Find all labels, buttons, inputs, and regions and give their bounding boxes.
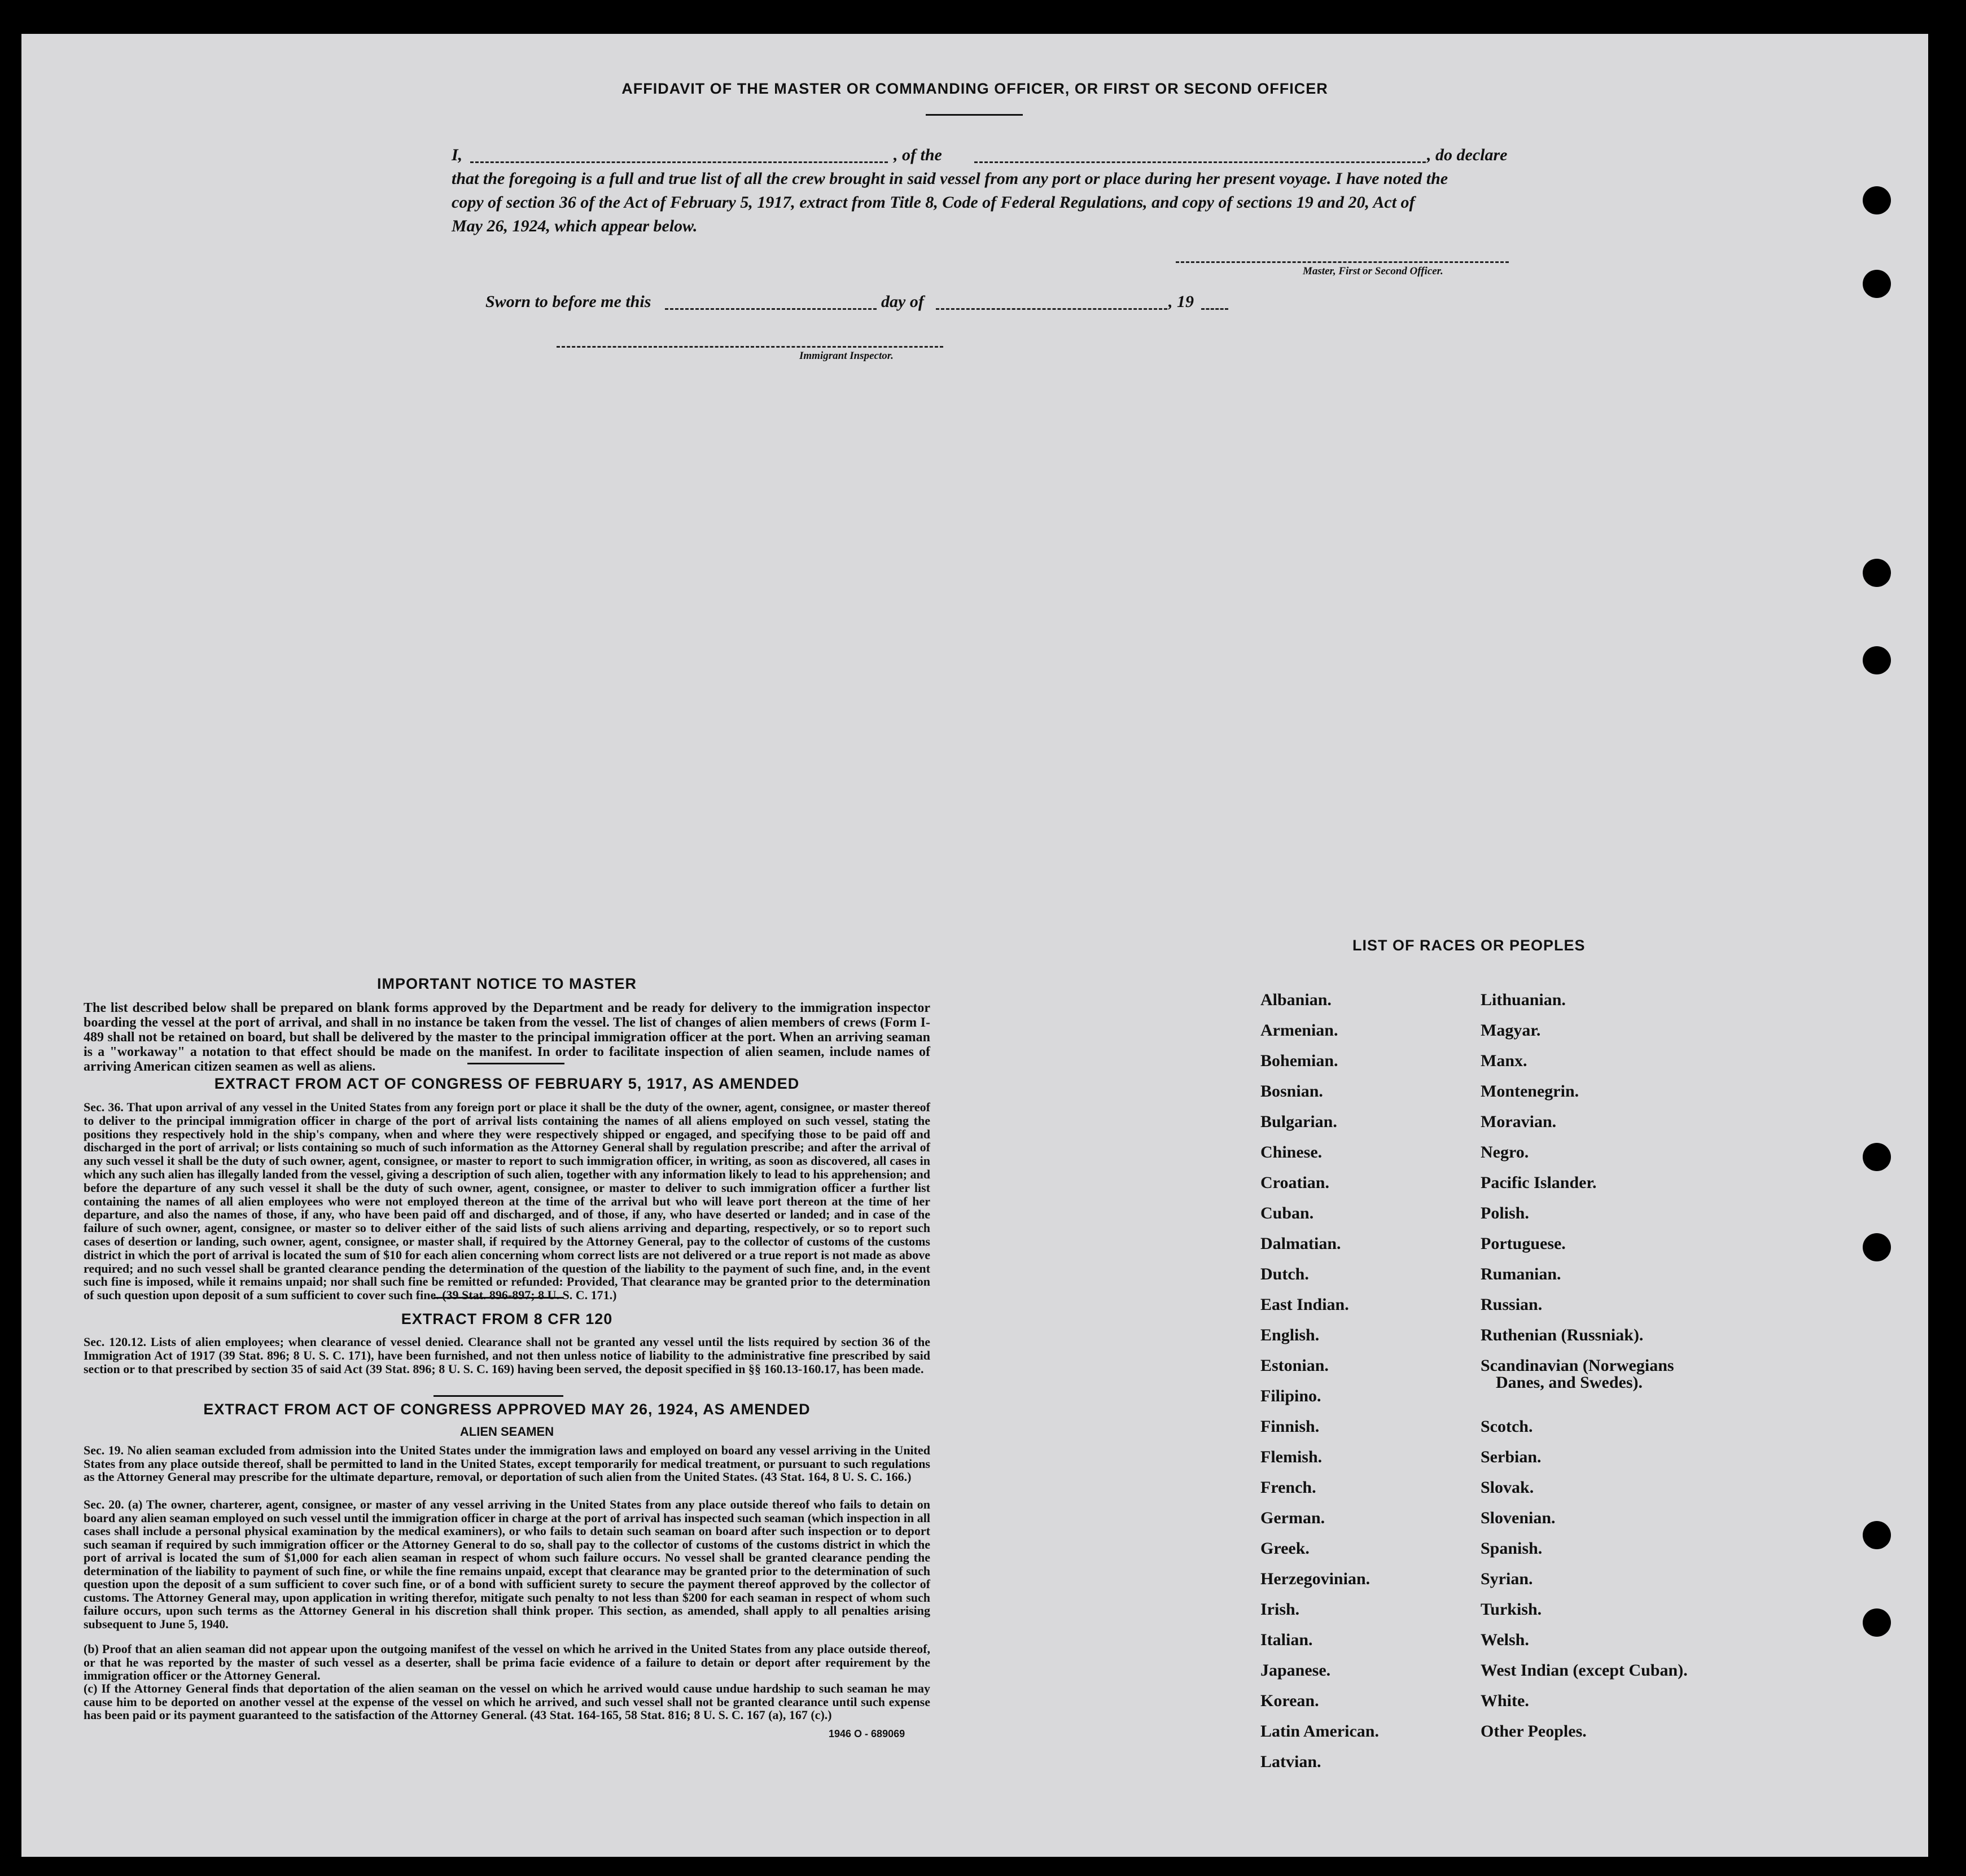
race-item: Bohemian. bbox=[1260, 1051, 1338, 1070]
race-item: Korean. bbox=[1260, 1691, 1319, 1710]
race-item: Moravian. bbox=[1481, 1112, 1557, 1131]
race-item: German. bbox=[1260, 1509, 1325, 1527]
race-item: Manx. bbox=[1481, 1051, 1527, 1070]
race-item: Finnish. bbox=[1260, 1417, 1320, 1436]
race-item: Slovenian. bbox=[1481, 1509, 1556, 1527]
race-item: Spanish. bbox=[1481, 1539, 1543, 1558]
race-item: Russian. bbox=[1481, 1295, 1543, 1314]
affidavit-of-the: , of the bbox=[894, 146, 942, 164]
vessel-blank bbox=[974, 161, 1426, 163]
affidavit-title: AFFIDAVIT OF THE MASTER OR COMMANDING OFFICER, OR FIRST OR SECOND OFFICER bbox=[621, 80, 1328, 97]
race-item: Croatian. bbox=[1260, 1173, 1329, 1192]
race-item: Rumanian. bbox=[1481, 1265, 1561, 1283]
affidavit-line-2: that the foregoing is a full and true list of all the crew brought in said vessel from any port or place during her present voyage. I have noted the bbox=[452, 169, 1448, 188]
race-item: Dutch. bbox=[1260, 1265, 1309, 1283]
affidavit-i: I, bbox=[452, 146, 463, 164]
race-item: Dalmatian. bbox=[1260, 1234, 1341, 1253]
inspector-signature-line bbox=[557, 346, 943, 348]
race-item: West Indian (except Cuban). bbox=[1481, 1661, 1688, 1680]
sworn-month-blank bbox=[936, 308, 1167, 310]
notice-title: IMPORTANT NOTICE TO MASTER bbox=[377, 975, 637, 992]
race-item: English. bbox=[1260, 1326, 1320, 1344]
race-item: Slovak. bbox=[1481, 1478, 1534, 1497]
punch-hole bbox=[1863, 1143, 1891, 1171]
race-item: Estonian. bbox=[1260, 1356, 1329, 1375]
affidavit-line-4: May 26, 1924, which appear below. bbox=[452, 217, 698, 235]
extract-1924-subtitle: ALIEN SEAMEN bbox=[459, 1424, 554, 1439]
race-item: Latvian. bbox=[1260, 1752, 1321, 1771]
race-item: Herzegovinian. bbox=[1260, 1570, 1370, 1588]
notice-body: The list described below shall be prepared on blank forms approved by the Department and be ready for delivery to the immigration inspector boarding the vessel at the port of arrival, and shall in no instance be taken from the vessel. The list of changes of alien members of crews (Form I-489 shall not be retained on board, but shall be delivered by the master to the principal immigration officer at the port. When an arriving seaman is a "workaway" a notation to that effect should be made on the manifest. In order to facilitate inspection of alien seamen, include names of arriving American citizen seamen as well as aliens. bbox=[84, 1001, 930, 1074]
race-item: Pacific Islander. bbox=[1481, 1173, 1597, 1192]
race-item: Flemish. bbox=[1260, 1448, 1323, 1466]
punch-hole bbox=[1863, 559, 1891, 587]
race-item: Chinese. bbox=[1260, 1143, 1323, 1161]
race-item: East Indian. bbox=[1260, 1295, 1349, 1314]
master-signature-line bbox=[1176, 261, 1509, 263]
extract-1924-sec20c: (c) If the Attorney General finds that deportation of the alien seaman on the vessel on which he arrived would cause undue hardship to such seaman he may cause him to be deported on another vessel at the expense of the vessel on which he arrived, and such vessel shall not be granted clearance until such expense has been paid or its payment guaranteed to the satisfaction of the Attorney General. (43 Stat. 164-165, 58 Stat. 816; 8 U. S. C. 167 (a), 167 (c).) bbox=[84, 1681, 930, 1722]
race-item: Montenegrin. bbox=[1481, 1082, 1579, 1101]
race-item: Albanian. bbox=[1260, 990, 1332, 1009]
sworn-year-blank bbox=[1201, 308, 1228, 310]
extract-cfr-body: Sec. 120.12. Lists of alien employees; when clearance of vessel denied. Clearance shall not be granted any vessel until the lists required by section 36 of the Immigration Act of 1917 (39 Stat. 896; 8 U. S. C. 171), have been furnished, and not then unless notice of liability to the administrative fine prescribed by said section or to that prescribed by section 35 of said Act (39 Stat. 896; 8 U. S. C. 169) having been served, the deposit specified in §§ 160.13-160.17, has been made. bbox=[84, 1335, 930, 1376]
title-underline bbox=[926, 114, 1023, 116]
punch-hole bbox=[1863, 646, 1891, 674]
punch-hole bbox=[1863, 186, 1891, 214]
race-item: Syrian. bbox=[1481, 1570, 1533, 1588]
master-signature-caption: Master, First or Second Officer. bbox=[1303, 265, 1443, 277]
race-item: French. bbox=[1260, 1478, 1316, 1497]
race-item: Negro. bbox=[1481, 1143, 1529, 1161]
punch-hole bbox=[1863, 1521, 1891, 1549]
name-blank bbox=[470, 161, 888, 163]
extract-1924-sec20a: Sec. 20. (a) The owner, charterer, agent, consignee, or master of any vessel arriving in the United States from any place outside thereof who fails to detain on board any alien seaman employed on such vessel until the immigration officer in charge at the port of arrival has inspected such seaman (which inspection in all cases shall include a personal physical examination by the medical examiners), or who fails to detain such seaman on board after such inspection or to deport such seaman if required by such immigration officer or the Attorney General to do so, shall pay to the collector of customs of the customs district in which the port of arrival is located the sum of $1,000 for each alien seaman in respect of whom such failure occurs. No vessel shall be granted clearance pending the determination of the liability to payment of such fine, or while the fine remains unpaid, except that clearance may be granted prior to the determination of such question upon the deposit of a sum sufficient to cover such fine, or of a bond with sufficient surety to secure the payment thereof approved by the collector of customs. The Attorney General may, upon application in writing therefor, mitigate such penalty to not less than $200 for each seaman in respect of whom such failure occurs, upon such terms as the Attorney General in his discretion shall think proper. This section, as amended, shall apply to all penalties arising subsequent to June 5, 1940. bbox=[84, 1497, 930, 1631]
race-item: Polish. bbox=[1481, 1204, 1529, 1222]
race-item: Greek. bbox=[1260, 1539, 1310, 1558]
punch-hole bbox=[1863, 1233, 1891, 1261]
notice-divider bbox=[467, 1063, 564, 1064]
race-item: Magyar. bbox=[1481, 1021, 1541, 1040]
race-item: Japanese. bbox=[1260, 1661, 1331, 1680]
race-item: Latin American. bbox=[1260, 1722, 1379, 1741]
race-item: Scotch. bbox=[1481, 1417, 1533, 1436]
punch-hole bbox=[1863, 270, 1891, 298]
affidavit-do-declare: , do declare bbox=[1427, 146, 1508, 164]
extract-1917-divider bbox=[434, 1297, 563, 1299]
race-item: Armenian. bbox=[1260, 1021, 1338, 1040]
race-item: Turkish. bbox=[1481, 1600, 1542, 1619]
extract-1917-body: Sec. 36. That upon arrival of any vessel in the United States from any foreign port or place it shall be the duty of the owner, agent, consignee, or master thereof to deliver to the principal immigration officer in charge of the port of arrival lists containing the names of all aliens employed on such vessel, stating the positions they respectively hold in the ship's company, when and where they were respectively shipped or engaged, and specifying those to be paid off and discharged in the port of arrival; or lists containing so much of such information as the Attorney General shall by regulation prescribe; and after the arrival of any such vessel it shall be the duty of such owner, agent, consignee, or master to report to such immigration officer, in writing, as soon as discovered, all cases in which any such alien has illegally landed from the vessel, giving a description of such alien, together with any information likely to lead to his apprehension; and before the departure of any such vessel it shall be the duty of such owner, agent, consignee, or master to deliver to such immigration officer a further list containing the names of all alien employees who were not employed thereon at the time of the arrival but who will leave port thereon at the time of her departure, and also the names of those, if any, who have been paid off and discharged, and of those, if any, who have deserted or landed; and in case of the failure of such owner, agent, consignee, or master so to deliver either of the said lists of such aliens arriving and departing, respectively, or so to report such cases of desertion or landing, such owner, agent, consignee, or master shall, if required by the Attorney General, pay to the collector of customs of the customs district in which the port of arrival is located the sum of $10 for each alien concerning whom correct lists are not delivered or a true report is not made as above required; and no such vessel shall be granted clearance pending the determination of the question of the liability to the payment of such fine, and, in the event such fine is imposed, while it remains unpaid; nor shall such fine be remitted or refunded: Provided, That clearance may be granted prior to the determination of such question upon deposit of a sum sufficient to cover such fine. (39 Stat. 896-897; 8 U. S. C. 171.) bbox=[84, 1100, 930, 1303]
race-item: Ruthenian (Russniak). bbox=[1481, 1326, 1644, 1344]
sworn-prefix: Sworn to before me this bbox=[485, 292, 651, 311]
affidavit-line-3: copy of section 36 of the Act of February 5, 1917, extract from Title 8, Code of Federal Regulations, and copy of sections 19 and 20, Act of bbox=[452, 193, 1415, 212]
sworn-day-of: day of bbox=[881, 292, 924, 311]
races-title: LIST OF RACES OR PEOPLES bbox=[1352, 937, 1586, 954]
race-item: Serbian. bbox=[1481, 1448, 1542, 1466]
print-code: 1946 O - 689069 bbox=[829, 1728, 905, 1739]
document-page bbox=[21, 34, 1928, 1857]
extract-1917-title: EXTRACT FROM ACT OF CONGRESS OF FEBRUARY 5, 1917, AS AMENDED bbox=[214, 1075, 800, 1092]
punch-hole bbox=[1863, 1608, 1891, 1637]
extract-1924-title: EXTRACT FROM ACT OF CONGRESS APPROVED MAY 26, 1924, AS AMENDED bbox=[203, 1401, 811, 1418]
race-item: Welsh. bbox=[1481, 1630, 1529, 1649]
race-item: Scandinavian (Norwegians bbox=[1481, 1356, 1674, 1375]
sworn-year: , 19 bbox=[1168, 292, 1194, 311]
race-item: Danes, and Swedes). bbox=[1496, 1373, 1643, 1392]
race-item: Italian. bbox=[1260, 1630, 1313, 1649]
race-item: Bosnian. bbox=[1260, 1082, 1323, 1101]
race-item: Cuban. bbox=[1260, 1204, 1314, 1222]
race-item: Portuguese. bbox=[1481, 1234, 1566, 1253]
race-item: Filipino. bbox=[1260, 1387, 1321, 1405]
extract-cfr-divider bbox=[434, 1395, 563, 1397]
extract-1924-sec20b: (b) Proof that an alien seaman did not appear upon the outgoing manifest of the vessel on which he arrived in the United States from any place outside thereof, or that he was reported by the master of such vessel as a deserter, shall be prima facie evidence of a failure to detain or deport after requirement by the immigration officer or the Attorney General. bbox=[84, 1642, 930, 1682]
inspector-caption: Immigrant Inspector. bbox=[799, 350, 894, 362]
race-item: White. bbox=[1481, 1691, 1529, 1710]
extract-1924-sec19: Sec. 19. No alien seaman excluded from admission into the United States under the immigration laws and employed on board any vessel arriving in the United States from any place outside thereof, shall be permitted to land in the United States, except temporarily for medical treatment, or pursuant to such regulations as the Attorney General may prescribe for the ultimate departure, removal, or deportation of such alien from the United States. (43 Stat. 164, 8 U. S. C. 166.) bbox=[84, 1443, 930, 1484]
race-item: Bulgarian. bbox=[1260, 1112, 1337, 1131]
race-item: Lithuanian. bbox=[1481, 990, 1566, 1009]
sworn-day-blank bbox=[665, 308, 877, 310]
extract-cfr-title: EXTRACT FROM 8 CFR 120 bbox=[401, 1310, 613, 1327]
race-item: Other Peoples. bbox=[1481, 1722, 1587, 1741]
race-item: Irish. bbox=[1260, 1600, 1300, 1619]
